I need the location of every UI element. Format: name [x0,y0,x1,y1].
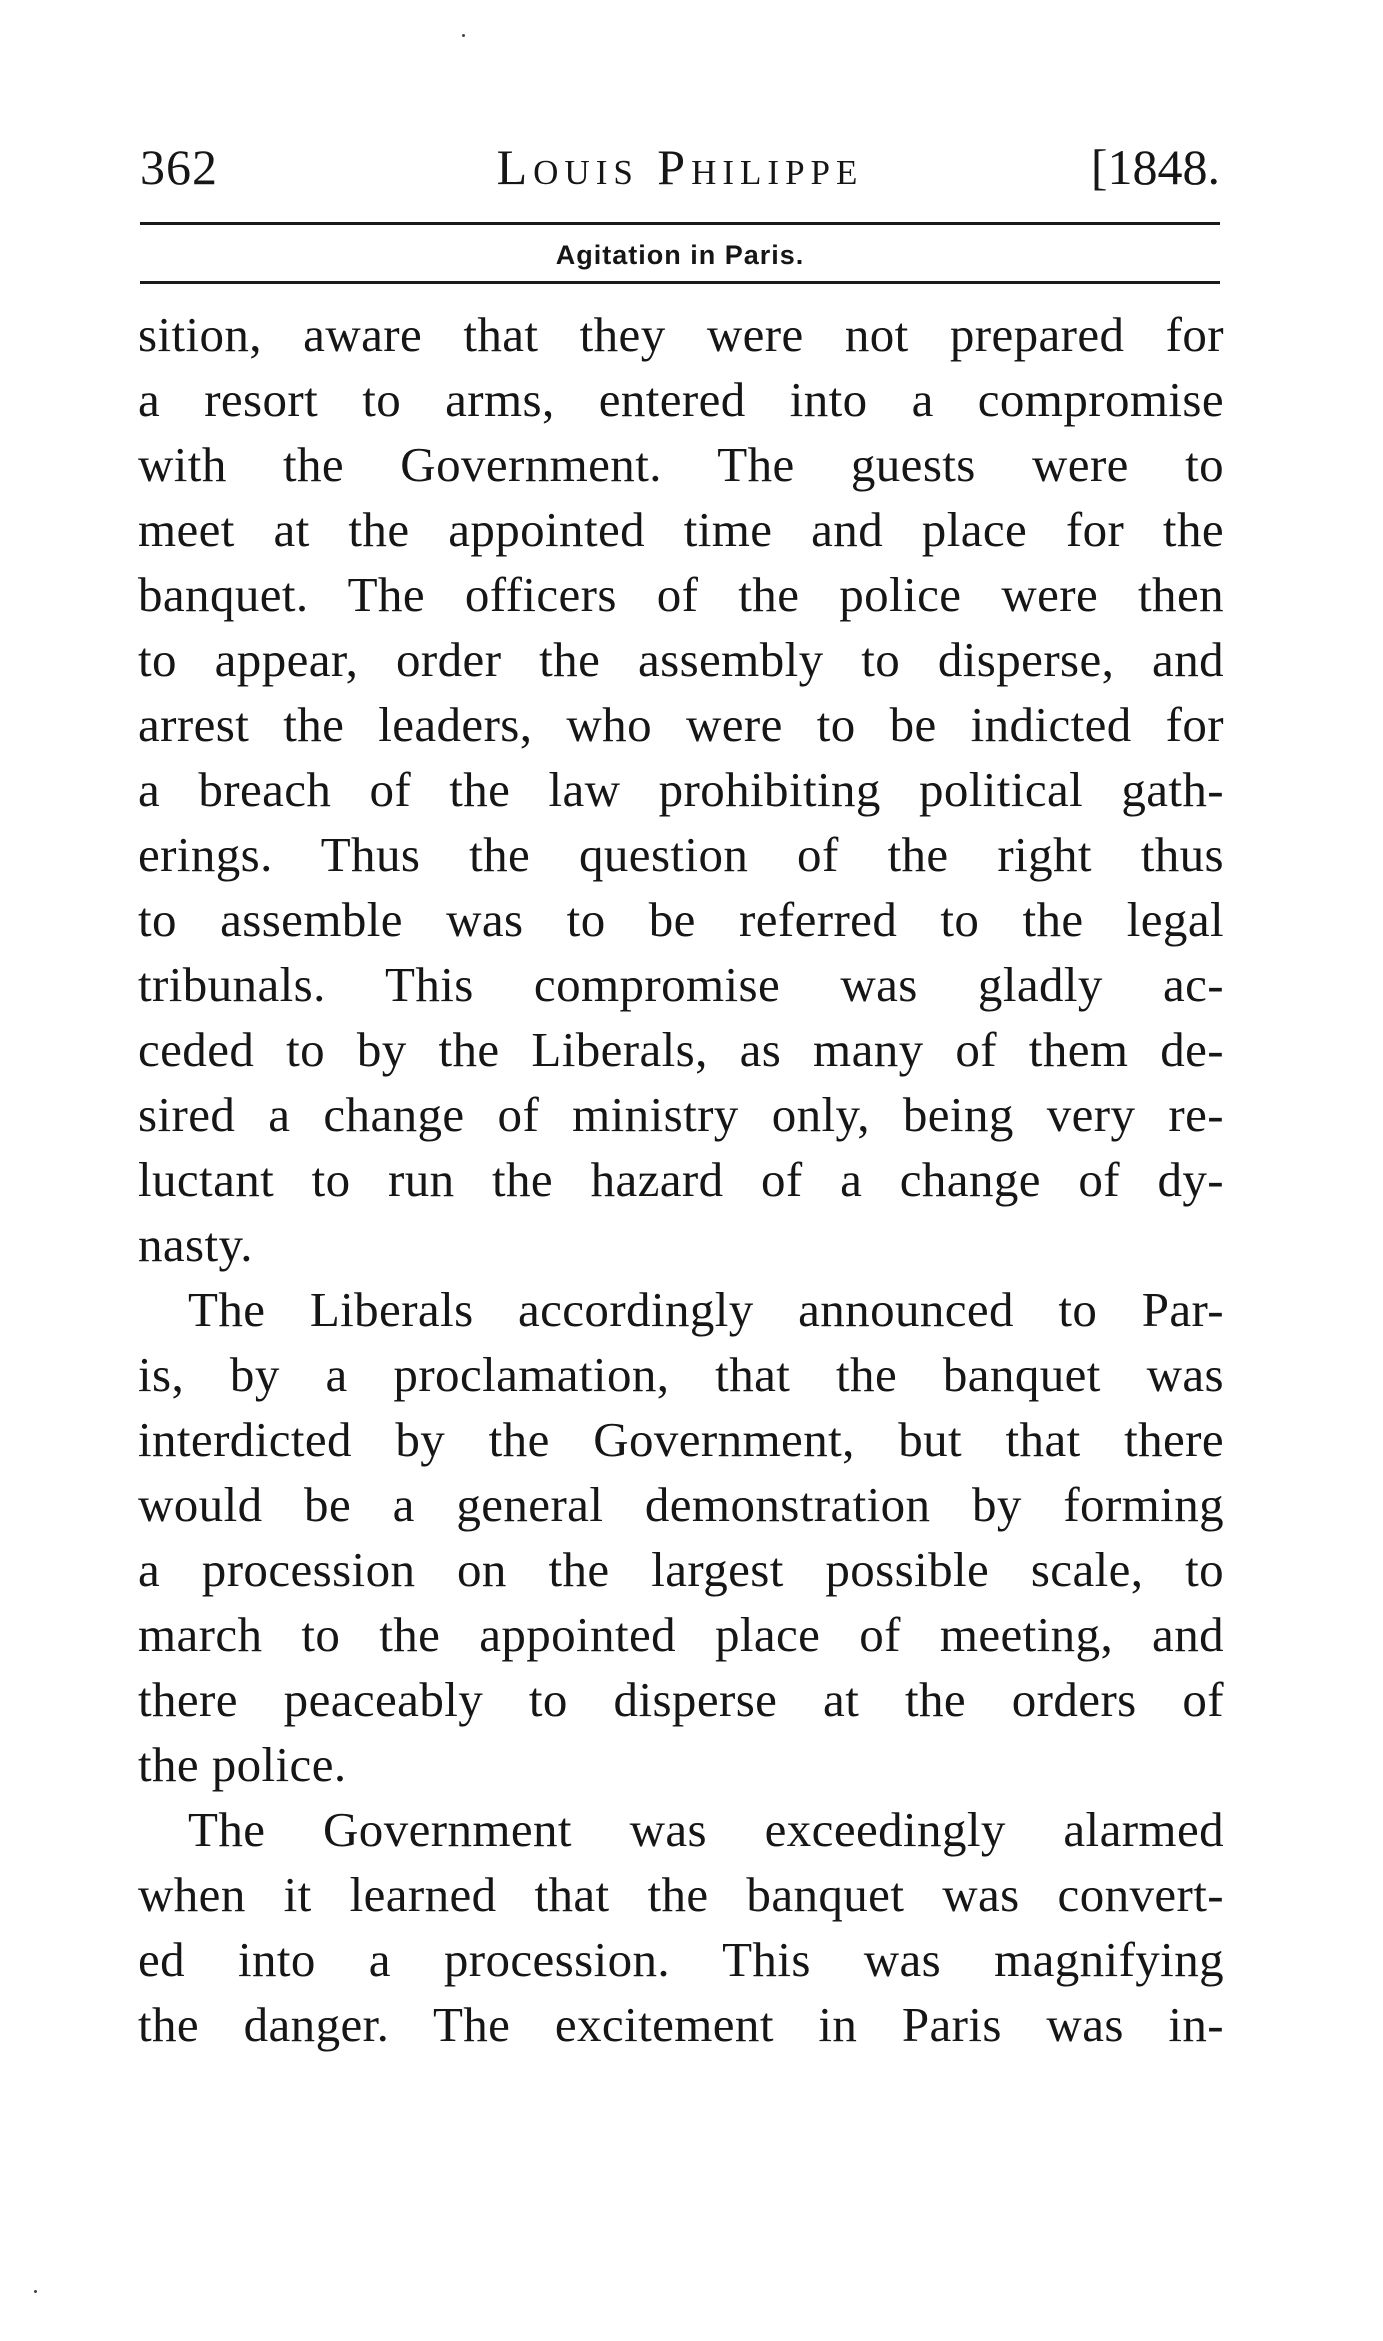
text-line: the danger. The excitement in Paris was in- [138,1997,1224,2052]
text-line: to appear, order the assembly to disperse, and [138,632,1224,687]
paragraph-start-line: The Government was exceedingly alarmed [188,1802,1224,1857]
text-line: sition, aware that they were not prepared for [138,307,1224,362]
text-line: with the Government. The guests were to [138,437,1224,492]
text-line: ed into a procession. This was magnifying [138,1932,1224,1987]
text-line: would be a general demonstration by forming [138,1477,1224,1532]
book-title: Louis Philippe [496,139,864,195]
text-line: interdicted by the Government, but that there [138,1412,1224,1467]
text-line: sired a change of ministry only, being very re- [138,1087,1224,1142]
text-line: when it learned that the banquet was convert- [138,1867,1224,1922]
text-line: a resort to arms, entered into a compromise [138,372,1224,427]
body-text [138,302,1224,2057]
text-line: arrest the leaders, who were to be indicted for [138,697,1224,752]
text-line: tribunals. This compromise was gladly ac- [138,957,1224,1012]
text-line: banquet. The officers of the police were then [138,567,1224,622]
paragraph-start-line: The Liberals accordingly announced to Par- [188,1282,1224,1337]
paragraph-end-line: nasty. [138,1217,253,1272]
header-rule-top [140,222,1220,225]
text-line: march to the appointed place of meeting, and [138,1607,1224,1662]
text-line: a procession on the largest possible scale, to [138,1542,1224,1597]
text-line: ceded to by the Liberals, as many of them de- [138,1022,1224,1077]
paragraph-end-line: the police. [138,1737,347,1792]
header-rule-bottom [140,281,1220,284]
paper-speck [462,34,465,37]
text-line: to assemble was to be referred to the legal [138,892,1224,947]
page-number: 362 [140,139,218,195]
text-line: luctant to run the hazard of a change of dy- [138,1152,1224,1207]
text-line: a breach of the law prohibiting political gath- [138,762,1224,817]
text-line: erings. Thus the question of the right thus [138,827,1224,882]
text-line: is, by a proclamation, that the banquet was [138,1347,1224,1402]
text-line: meet at the appointed time and place for the [138,502,1224,557]
running-head [140,132,1220,202]
text-line: there peaceably to disperse at the orders of [138,1672,1224,1727]
paper-speck [34,2290,37,2293]
section-label: Agitation in Paris. [555,240,805,270]
year-marker: [1848. [1090,139,1220,195]
